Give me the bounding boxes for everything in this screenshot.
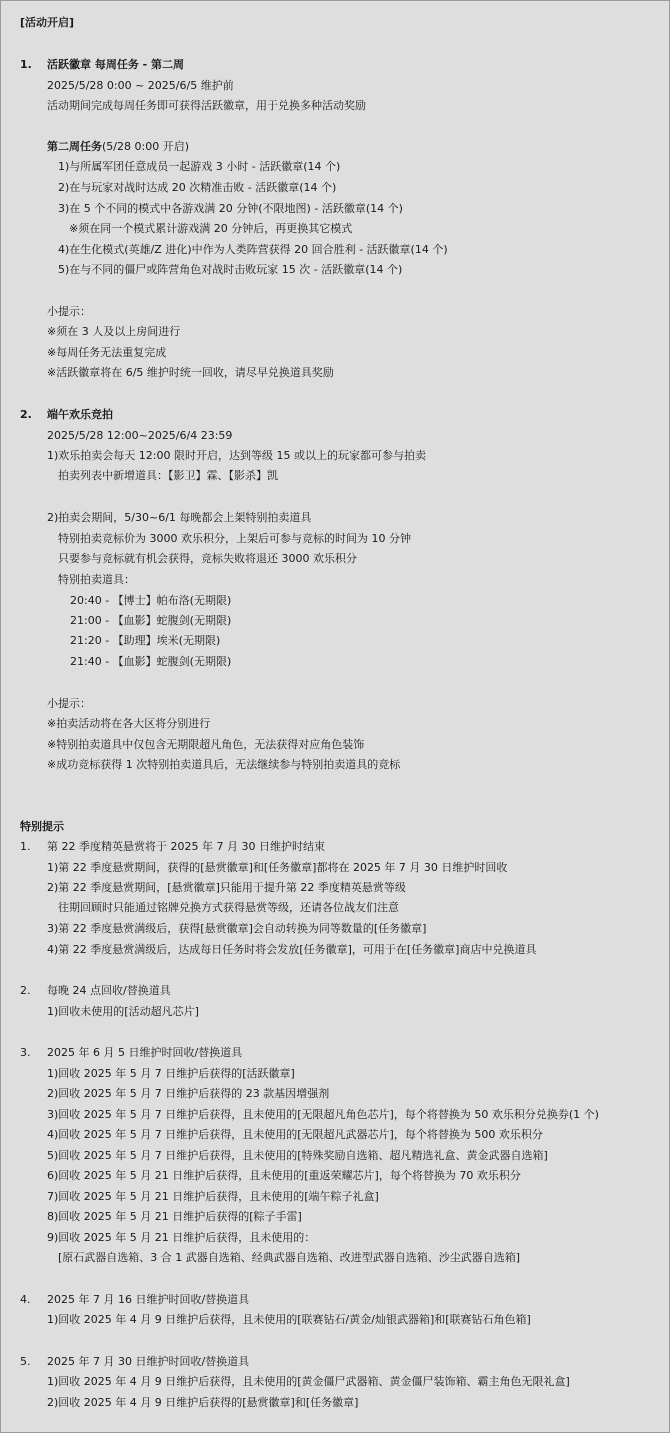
special-item-line: 2)第 22 季度悬赏期间，[悬赏徽章]只能用于提升第 22 季度精英悬赏等级	[47, 881, 406, 894]
event1-task-note: ※须在同一个模式累计游戏满 20 分钟后，再更换其它模式	[69, 222, 353, 235]
event1-date: 2025/5/28 0:00 ~ 2025/6/5 维护前	[47, 79, 234, 92]
special-item-title: 第 22 季度精英悬赏将于 2025 年 7 月 30 日维护时结束	[47, 840, 325, 853]
event1-number: 1.	[20, 58, 32, 71]
special-item-number: 2.	[20, 984, 31, 997]
section-header: [活动开启]	[20, 16, 75, 29]
special-item-title: 2025 年 7 月 30 日维护时回收/替换道具	[47, 1355, 250, 1368]
auction-item: 21:40 - 【血影】蛇腹剑(无期限)	[70, 655, 232, 668]
special-item-number: 4.	[20, 1293, 31, 1306]
special-item-line: 2)回收 2025 年 4 月 9 日维护后获得的[悬赏徽章]和[任务徽章]	[47, 1396, 359, 1409]
event1-week-heading	[47, 140, 189, 154]
special-item-line: [原石武器自选箱、3 合 1 武器自选箱、经典武器自选箱、改进型武器自选箱、沙尘武器自选箱]	[58, 1251, 521, 1264]
event2-tips-title: 小提示：	[47, 697, 91, 710]
event2-line: 1)欢乐拍卖会每天 12:00 限时开启，达到等级 15 或以上的玩家都可参与拍卖	[47, 449, 426, 462]
event2-tip: ※特别拍卖道具中仅包含无期限超凡角色，无法获得对应角色装饰	[47, 738, 365, 751]
event2-line: 拍卖列表中新增道具：【影卫】霖、【影杀】凯	[58, 469, 278, 482]
special-item-line: 8)回收 2025 年 5 月 21 日维护后获得的[粽子手雷]	[47, 1210, 302, 1223]
event2-line: 特别拍卖道具：	[58, 573, 135, 586]
event1-week-title: 第二周任务	[47, 140, 102, 153]
event1-title: 活跃徽章 每周任务 - 第二周	[47, 58, 185, 71]
auction-item: 20:40 - 【博士】帕布洛(无期限)	[70, 594, 232, 607]
event1-task: 1)与所属军团任意成员一起游戏 3 小时 - 活跃徽章(14 个)	[58, 160, 341, 173]
special-item-number: 5.	[20, 1355, 31, 1368]
event1-task: 4)在生化模式(英雄/Z 进化)中作为人类阵营获得 20 回合胜利 - 活跃徽章(14 个)	[58, 243, 448, 256]
special-item-line: 2)回收 2025 年 5 月 7 日维护后获得的 23 款基因增强剂	[47, 1087, 330, 1100]
event1-tip: ※须在 3 人及以上房间进行	[47, 325, 181, 338]
special-item-line: 9)回收 2025 年 5 月 21 日维护后获得，且未使用的：	[47, 1231, 316, 1244]
special-item-line: 1)回收 2025 年 4 月 9 日维护后获得，且未使用的[黄金僵尸武器箱、黄金僵尸装饰箱、霸主角色无限礼盒]	[47, 1375, 570, 1388]
special-item-line: 3)第 22 季度悬赏满级后，获得[悬赏徽章]会自动转换为同等数量的[任务徽章]	[47, 922, 427, 935]
special-item-line: 4)回收 2025 年 5 月 7 日维护后获得，且未使用的[无限超凡武器芯片]，每个将替换为 500 欢乐积分	[47, 1128, 543, 1141]
special-item-line: 往期回顾时只能通过铭牌兑换方式获得悬赏等级，还请各位战友们注意	[58, 901, 399, 914]
special-item-title: 2025 年 7 月 16 日维护时回收/替换道具	[47, 1293, 250, 1306]
special-item-line: 6)回收 2025 年 5 月 21 日维护后获得，且未使用的[重返荣耀芯片]，每个将替换为 70 欢乐积分	[47, 1169, 521, 1182]
auction-item: 21:00 - 【血影】蛇腹剑(无期限)	[70, 614, 232, 627]
event1-desc: 活动期间完成每周任务即可获得活跃徽章，用于兑换多种活动奖励	[47, 99, 366, 112]
event1-tip: ※每周任务无法重复完成	[47, 346, 167, 359]
special-item-title: 2025 年 6 月 5 日维护时回收/替换道具	[47, 1046, 243, 1059]
special-item-line: 1)回收 2025 年 4 月 9 日维护后获得，且未使用的[联赛钻石/黄金/灿银武器箱]和[联赛钻石角色箱]	[47, 1313, 531, 1326]
event2-line: 2)拍卖会期间，5/30~6/1 每晚都会上架特别拍卖道具	[47, 511, 312, 524]
event2-date: 2025/5/28 12:00~2025/6/4 23:59	[47, 429, 233, 442]
special-item-number: 1.	[20, 840, 31, 853]
event2-title: 端午欢乐竞拍	[47, 408, 113, 421]
special-item-title: 每晚 24 点回收/替换道具	[47, 984, 171, 997]
special-item-line: 1)第 22 季度悬赏期间，获得的[悬赏徽章]和[任务徽章]都将在 2025 年 7 月 30 日维护时回收	[47, 861, 508, 874]
event1-tips-title: 小提示：	[47, 305, 91, 318]
special-item-line: 4)第 22 季度悬赏满级后，达成每日任务时将会发放[任务徽章]，可用于在[任务徽章]商店中兑换道具	[47, 943, 537, 956]
special-item-line: 7)回收 2025 年 5 月 21 日维护后获得，且未使用的[端午粽子礼盒]	[47, 1190, 379, 1203]
auction-item: 21:20 - 【助理】埃米(无期限)	[70, 634, 221, 647]
event2-line: 只要参与竞标就有机会获得，竞标失败将退还 3000 欢乐积分	[58, 552, 357, 565]
event1-task: 3)在 5 个不同的模式中各游戏满 20 分钟(不限地图) - 活跃徽章(14 个)	[58, 202, 403, 215]
event2-number: 2.	[20, 408, 32, 421]
event1-tip: ※活跃徽章将在 6/5 维护时统一回收，请尽早兑换道具奖励	[47, 366, 334, 379]
special-item-number: 3.	[20, 1046, 31, 1059]
special-item-line: 5)回收 2025 年 5 月 7 日维护后获得，且未使用的[特殊奖励自选箱、超凡精选礼盒、黄金武器自选箱]	[47, 1149, 548, 1162]
special-item-line: 1)回收未使用的[活动超凡芯片]	[47, 1005, 199, 1018]
special-item-line: 3)回收 2025 年 5 月 7 日维护后获得，且未使用的[无限超凡角色芯片]，每个将替换为 50 欢乐积分兑换券(1 个)	[47, 1108, 599, 1121]
special-title: 特别提示	[20, 820, 64, 833]
event2-tip: ※成功竞标获得 1 次特别拍卖道具后，无法继续参与特别拍卖道具的竞标	[47, 758, 401, 771]
event2-tip: ※拍卖活动将在各大区将分别进行	[47, 717, 211, 730]
event1-task: 2)在与玩家对战时达成 20 次精准击败 - 活跃徽章(14 个)	[58, 181, 337, 194]
event1-week-time: (5/28 0:00 开启)	[102, 140, 189, 153]
event2-line: 特别拍卖竞标价为 3000 欢乐积分，上架后可参与竞标的时间为 10 分钟	[58, 532, 411, 545]
event1-task: 5)在与不同的僵尸或阵营角色对战时击败玩家 15 次 - 活跃徽章(14 个)	[58, 263, 403, 276]
special-item-line: 1)回收 2025 年 5 月 7 日维护后获得的[活跃徽章]	[47, 1067, 295, 1080]
